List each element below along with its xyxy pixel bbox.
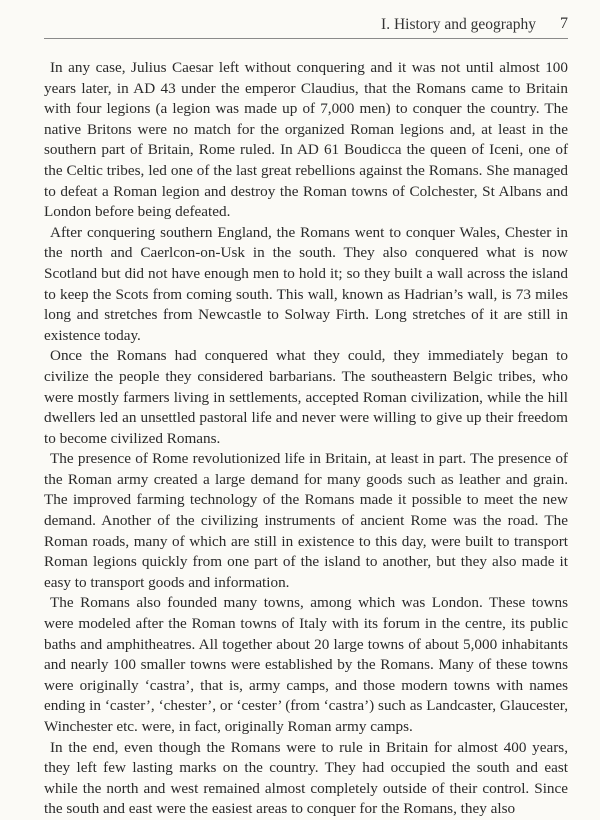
running-header (44, 14, 568, 39)
paragraph-2: After conquering southern England, the Romans went to conquer Wales, Chester in the north and Caerlcon-on-Usk in the south. They also conquered what is now Scotland but did not have enough men to hold it; so they built a wall across the island to keep the Scots from coming south. This wall, known as Hadrian’s wall, is 73 miles long and stretches from Newcastle to Solway Firth. Long stretches of it are still in existence today. (44, 223, 568, 344)
paragraph-4: The presence of Rome revolutionized life in Britain, at least in part. The presence of the Roman army created a large demand for many goods such as leather and grain. The improved farming technology of the Romans made it possible to meet the new demand. Another of the civilizing instruments of ancient Rome was the road. The Roman roads, many of which are still in existence to this day, were built to transport Roman legions quickly from one part of the island to another, but they also made it easy to transport goods and information. (44, 450, 568, 591)
paragraph-6: In the end, even though the Romans were to rule in Britain for almost 400 years, they left few lasting marks on the country. They had occupied the south and east while the north and west remained almost completely outside of their control. Since the south and east were the easiest areas to conquer for the Romans, they also (44, 738, 568, 818)
page-number: 7 (560, 15, 568, 32)
paragraph-5: The Romans also founded many towns, among which was London. These towns were modeled after the Roman towns of Italy with its forum in the centre, its public baths and amphitheatres. All together about 20 large towns of about 5,000 inhabitants and nearly 100 smaller towns were established by the Romans. Many of these towns were originally ‘castra’, that is, army camps, and those modern towns with names ending in ‘caster’, ‘chester’, or ‘cester’ (from ‘castra’) such as Landcaster, Glaucester, Winchester etc. were, in fact, originally Roman army camps. (44, 594, 568, 735)
paragraph-1: In any case, Julius Caesar left without conquering and it was not until almost 100 years later, in AD 43 under the emperor Claudius, that the Romans came to Britain with four legions (a legion was made up of 7,000 men) to conquer the country. The native Britons were no match for the organized Roman legions and, at least in the southern part of Britain, Rome ruled. In AD 61 Boudicca the queen of Iceni, one of the Celtic tribes, led one of the last great rebellions against the Romans. She managed to defeat a Roman legion and destroy the Roman towns of Colchester, St Albans and London before being defeated. (44, 59, 568, 221)
chapter-title: I. History and geography (381, 16, 536, 33)
page-body (44, 58, 568, 820)
paragraph-3: Once the Romans had conquered what they could, they immediately began to civilize the people they considered barbarians. The southeastern Belgic tribes, who were mostly farmers living in settlements, accepted Roman civilization, while the hill dwellers led an unsettled pastoral life and never were willing to give up their freedom to become civilized Romans. (44, 347, 568, 447)
